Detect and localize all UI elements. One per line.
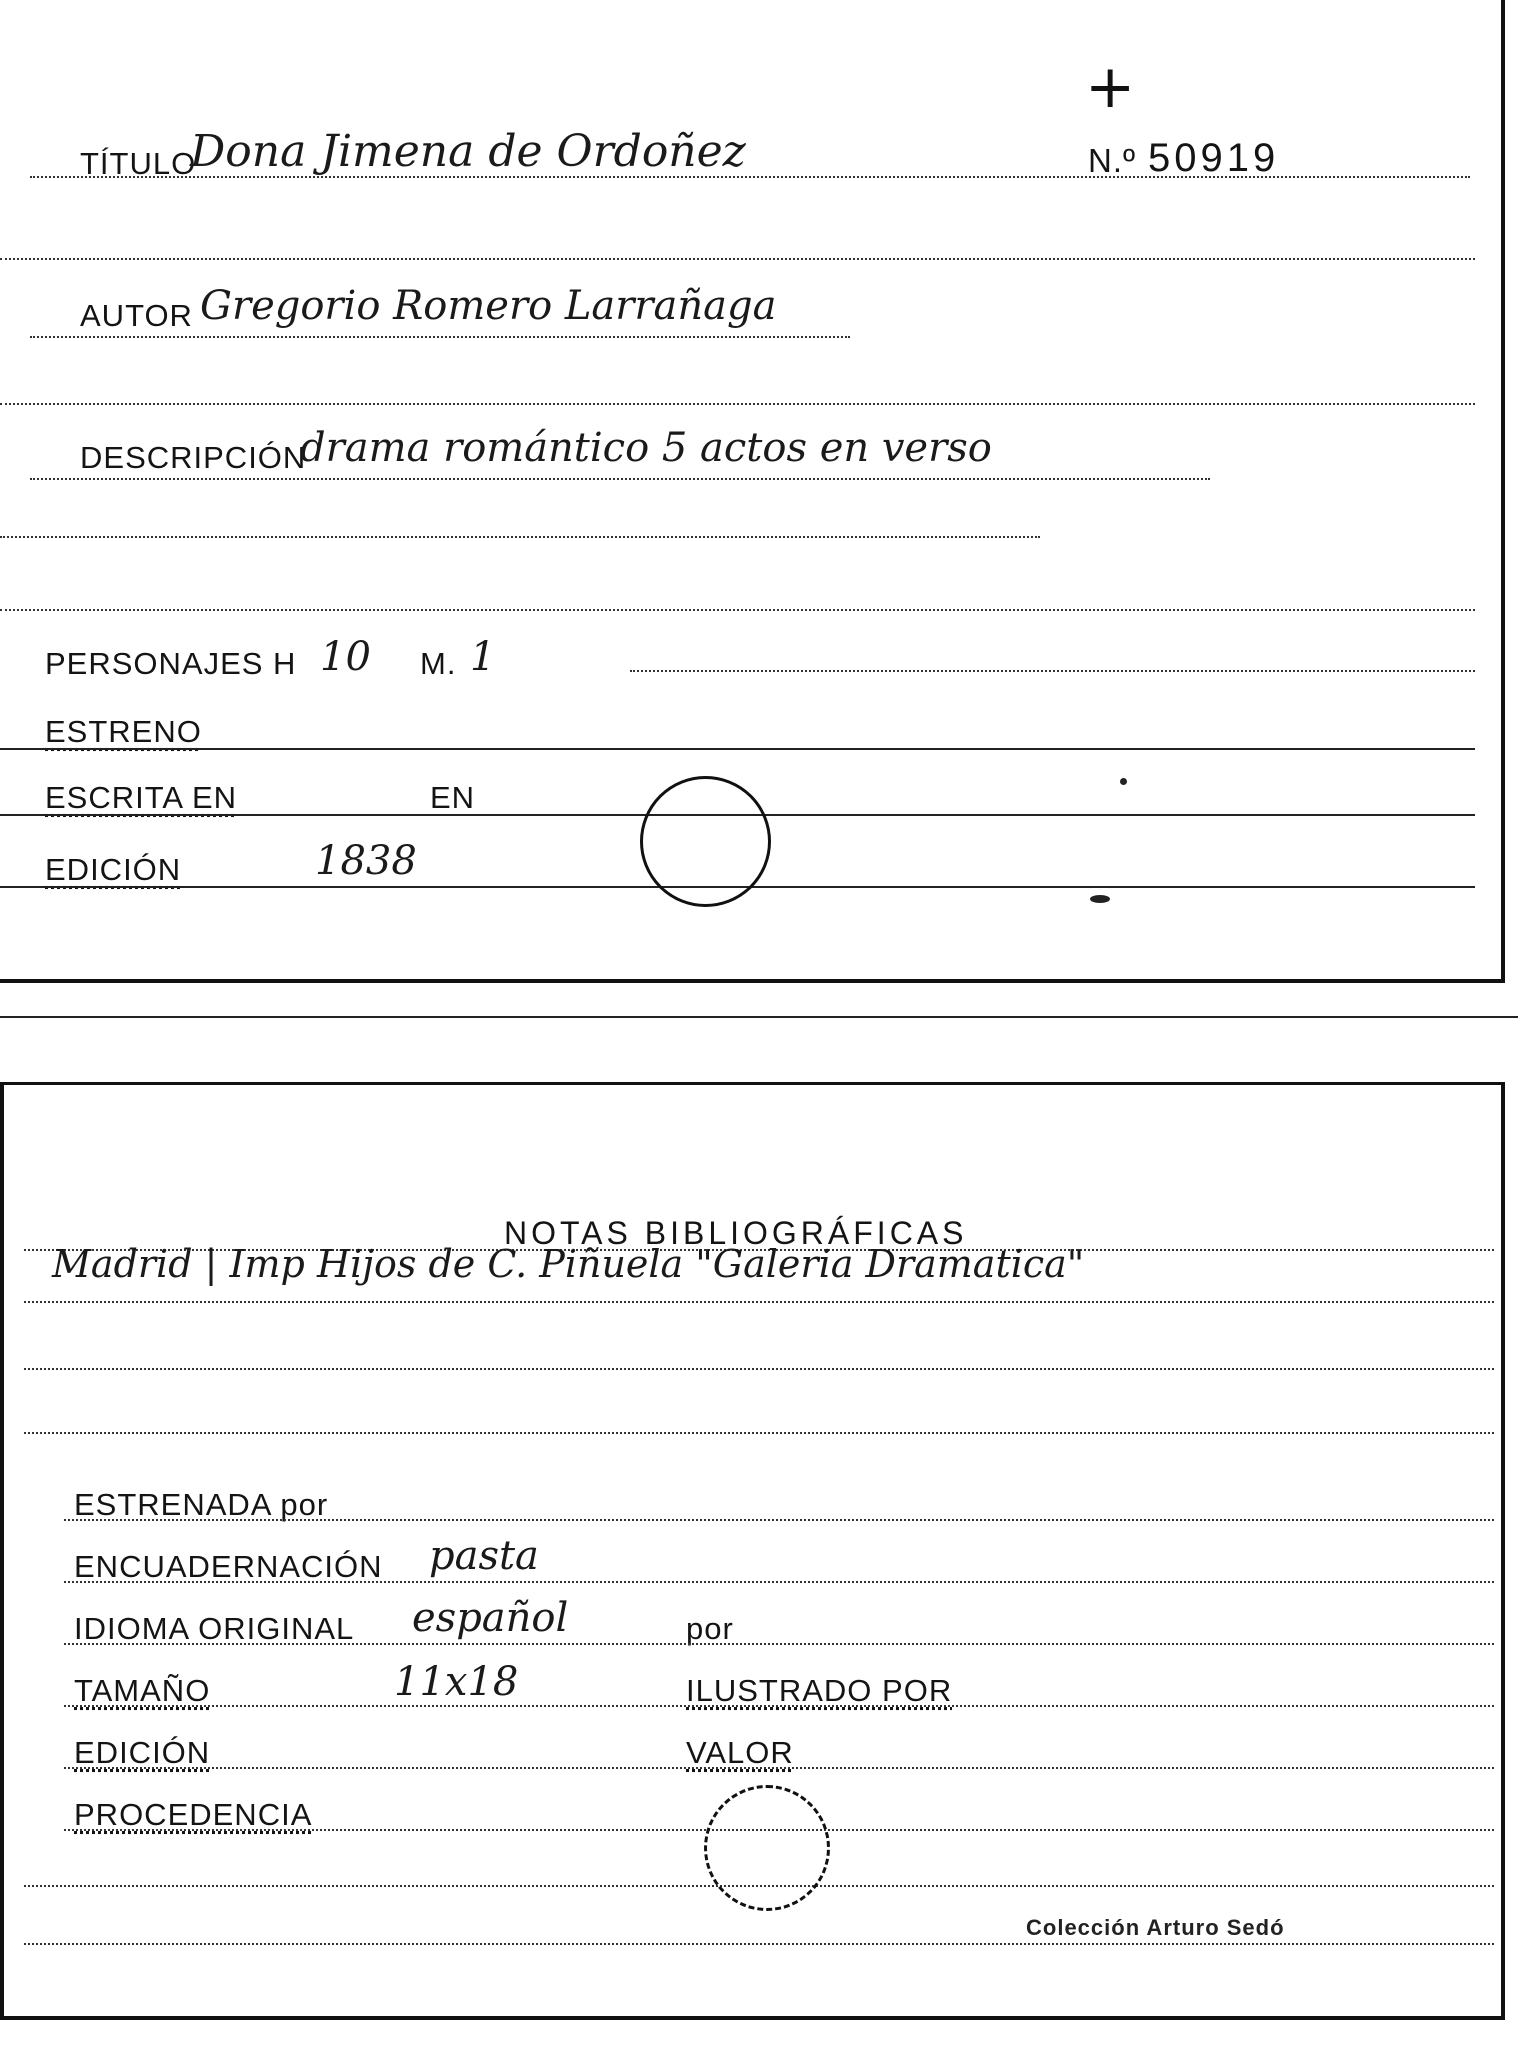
rule: [64, 1519, 1494, 1521]
rule: [0, 403, 1475, 405]
library-stamp: [640, 776, 771, 907]
catalog-card-back: [0, 1082, 1505, 2020]
idioma-value: español: [412, 1595, 569, 1641]
ilustrado-label: ILUSTRADO POR: [686, 1673, 953, 1708]
cross-mark: +: [1085, 52, 1136, 122]
autor-value: Gregorio Romero Larrañaga: [200, 283, 777, 329]
rule: [0, 748, 1475, 750]
personajes-m-label: M.: [420, 646, 457, 681]
rule: [30, 478, 1210, 480]
personajes-m-value: 1: [470, 634, 496, 680]
rule: [0, 536, 1040, 538]
tamano-label: TAMAÑO: [74, 1673, 211, 1708]
titulo-label: TÍTULO: [80, 146, 197, 181]
back-edicion-label: EDICIÓN: [74, 1735, 211, 1770]
personajes-h-value: 10: [320, 634, 371, 680]
card-divider: [0, 1016, 1518, 1018]
rule: [64, 1767, 1494, 1769]
escrita-en-label: EN: [430, 780, 476, 815]
rule: [30, 336, 850, 338]
rule: [24, 1301, 1494, 1303]
numero-label: N.º: [1088, 142, 1137, 179]
rule: [64, 1705, 1494, 1707]
rule: [0, 609, 1475, 611]
rule: [630, 670, 1475, 672]
speck: [1120, 778, 1127, 785]
rule: [0, 258, 1475, 260]
titulo-value: Dona Jimena de Ordoñez: [190, 126, 746, 177]
collection-credit: Colección Arturo Sedó: [1026, 1915, 1285, 1940]
autor-label: AUTOR: [80, 298, 193, 333]
notas-heading: NOTAS BIBLIOGRÁFICAS: [504, 1215, 968, 1251]
edicion-value: 1838: [315, 838, 417, 884]
idioma-label: IDIOMA ORIGINAL: [74, 1611, 355, 1646]
encuadernacion-label: ENCUADERNACIÓN: [74, 1549, 383, 1584]
escrita-label: ESCRITA EN: [45, 780, 238, 815]
descripcion-label: DESCRIPCIÓN: [80, 440, 307, 475]
speck: [1090, 895, 1110, 903]
library-stamp: [704, 1785, 830, 1911]
rule: [24, 1432, 1494, 1434]
rule: [24, 1368, 1494, 1370]
notas-value: Madrid | Imp Hijos de C. Piñuela "Galeria Dramatica": [52, 1242, 1085, 1286]
personajes-label: PERSONAJES H: [45, 646, 297, 681]
estrenada-label: ESTRENADA por: [74, 1487, 329, 1522]
catalog-card-front: [0, 0, 1505, 983]
procedencia-label: PROCEDENCIA: [74, 1797, 313, 1832]
rule: [24, 1943, 1494, 1945]
descripcion-value: drama romántico 5 actos en verso: [300, 425, 992, 471]
numero-value: 50919: [1148, 136, 1280, 180]
rule: [64, 1581, 1494, 1583]
por-label: por: [686, 1611, 734, 1646]
rule: [64, 1643, 1494, 1645]
tamano-value: 11x18: [394, 1659, 519, 1705]
encuadernacion-value: pasta: [429, 1533, 539, 1579]
valor-label: VALOR: [686, 1735, 794, 1770]
estreno-label: ESTRENO: [45, 714, 202, 749]
edicion-label: EDICIÓN: [45, 852, 182, 887]
